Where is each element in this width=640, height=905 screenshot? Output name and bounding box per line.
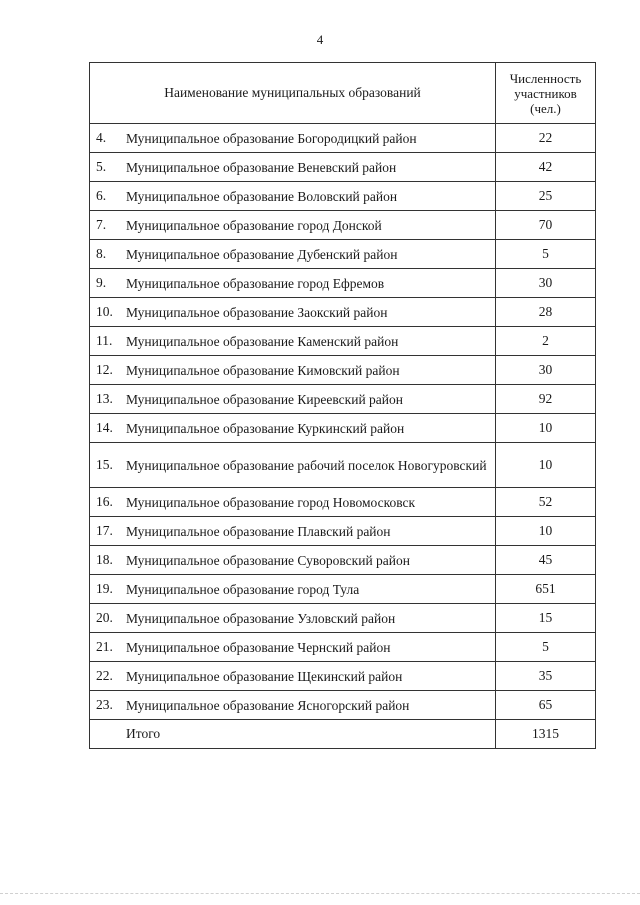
- row-name: Муниципальное образование Узловский район: [126, 610, 396, 626]
- row-name-cell: [90, 124, 496, 153]
- row-count: 22: [496, 124, 596, 153]
- table-row: [90, 298, 596, 327]
- row-name: Муниципальное образование город Тула: [126, 581, 360, 597]
- row-number: 19.: [96, 580, 113, 596]
- table-row: [90, 517, 596, 546]
- table-row: [90, 488, 596, 517]
- row-count: 10: [496, 443, 596, 488]
- row-name: Муниципальное образование Каменский район: [126, 333, 399, 349]
- page-number: 4: [316, 32, 324, 47]
- row-name-cell: [90, 385, 496, 414]
- table-row: [90, 691, 596, 720]
- row-number: 10.: [96, 303, 113, 319]
- row-name-cell: [90, 298, 496, 327]
- row-count: 30: [496, 356, 596, 385]
- row-number: 14.: [96, 419, 113, 435]
- row-number: 13.: [96, 390, 113, 406]
- row-name: Муниципальное образование Суворовский район: [126, 552, 410, 568]
- row-number: 5.: [96, 158, 107, 174]
- row-number: 17.: [96, 522, 113, 538]
- table-row: [90, 575, 596, 604]
- row-number: 18.: [96, 551, 113, 567]
- row-name-cell: [90, 269, 496, 298]
- row-number: 21.: [96, 638, 113, 654]
- row-name: Муниципальное образование Ясногорский район: [126, 697, 410, 713]
- row-count: 30: [496, 269, 596, 298]
- table-row: [90, 633, 596, 662]
- row-name: Муниципальное образование Чернский район: [126, 639, 391, 655]
- row-number: 23.: [96, 696, 113, 712]
- row-count: 25: [496, 182, 596, 211]
- row-count: 70: [496, 211, 596, 240]
- row-name: Муниципальное образование Заокский район: [126, 304, 388, 320]
- row-name: Муниципальное образование Дубенский район: [126, 246, 398, 262]
- total-row: [90, 720, 596, 749]
- row-count: 35: [496, 662, 596, 691]
- row-count: 45: [496, 546, 596, 575]
- row-name-cell: [90, 488, 496, 517]
- row-name: Муниципальное образование Веневский район: [126, 159, 397, 175]
- row-name-cell: [90, 443, 496, 488]
- row-name-cell: [90, 633, 496, 662]
- table-row: [90, 153, 596, 182]
- table-row: [90, 124, 596, 153]
- row-name-cell: [90, 211, 496, 240]
- row-name-cell: [90, 240, 496, 269]
- row-number: 22.: [96, 667, 113, 683]
- row-name-cell: [90, 546, 496, 575]
- row-number: 7.: [96, 216, 107, 232]
- row-number: 9.: [96, 274, 107, 290]
- row-number: 15.: [96, 456, 113, 472]
- row-name-cell: [90, 327, 496, 356]
- row-number: 12.: [96, 361, 113, 377]
- row-number: 4.: [96, 129, 107, 145]
- row-number: 11.: [96, 332, 113, 348]
- participants-table: [89, 62, 596, 749]
- row-number: 20.: [96, 609, 113, 625]
- table-row: [90, 182, 596, 211]
- row-count: 42: [496, 153, 596, 182]
- header-count-line: участников: [514, 85, 577, 101]
- table-header-row: [90, 63, 596, 124]
- row-name-cell: [90, 691, 496, 720]
- header-name: Наименование муниципальных образований: [90, 63, 496, 124]
- row-number: 8.: [96, 245, 107, 261]
- row-count: 651: [496, 575, 596, 604]
- total-count: 1315: [496, 720, 596, 749]
- row-name: Муниципальное образование Щекинский район: [126, 668, 403, 684]
- table-row: [90, 385, 596, 414]
- row-name: Муниципальное образование Куркинский район: [126, 420, 405, 436]
- scan-edge-marks: [0, 893, 640, 896]
- table-row: [90, 546, 596, 575]
- row-count: 10: [496, 517, 596, 546]
- row-name: Муниципальное образование город Донской: [126, 217, 382, 233]
- row-name-cell: [90, 575, 496, 604]
- row-count: 10: [496, 414, 596, 443]
- table-row: [90, 414, 596, 443]
- row-name-cell: [90, 153, 496, 182]
- table-row: [90, 240, 596, 269]
- table-row: [90, 443, 596, 488]
- table-row: [90, 356, 596, 385]
- row-name: Муниципальное образование город Новомосковск: [126, 494, 416, 510]
- table-row: [90, 269, 596, 298]
- row-name-cell: [90, 414, 496, 443]
- row-count: 2: [496, 327, 596, 356]
- row-name-cell: [90, 182, 496, 211]
- table-row: [90, 604, 596, 633]
- row-count: 65: [496, 691, 596, 720]
- row-count: 5: [496, 633, 596, 662]
- header-count-line: Численность: [509, 70, 582, 86]
- row-count: 28: [496, 298, 596, 327]
- total-label: Итого: [90, 720, 496, 749]
- row-name: Муниципальное образование Воловский район: [126, 188, 398, 204]
- row-name: Муниципальное образование город Ефремов: [126, 275, 385, 291]
- row-name: Муниципальное образование Кимовский район: [126, 362, 400, 378]
- header-count-line: (чел.): [530, 100, 561, 116]
- row-name-cell: [90, 356, 496, 385]
- row-name: Муниципальное образование Киреевский район: [126, 391, 403, 407]
- row-name-cell: [90, 662, 496, 691]
- row-name: Муниципальное образование Плавский район: [126, 523, 391, 539]
- row-count: 15: [496, 604, 596, 633]
- row-count: 92: [496, 385, 596, 414]
- row-name-cell: [90, 604, 496, 633]
- header-count: [496, 63, 596, 124]
- row-name: Муниципальное образование рабочий поселок Новогуровский: [126, 457, 487, 473]
- table-row: [90, 662, 596, 691]
- row-name: Муниципальное образование Богородицкий район: [126, 130, 417, 146]
- table-row: [90, 327, 596, 356]
- row-name-cell: [90, 517, 496, 546]
- table-body: [90, 124, 596, 720]
- row-count: 52: [496, 488, 596, 517]
- row-number: 6.: [96, 187, 107, 203]
- row-count: 5: [496, 240, 596, 269]
- row-number: 16.: [96, 493, 113, 509]
- table-row: [90, 211, 596, 240]
